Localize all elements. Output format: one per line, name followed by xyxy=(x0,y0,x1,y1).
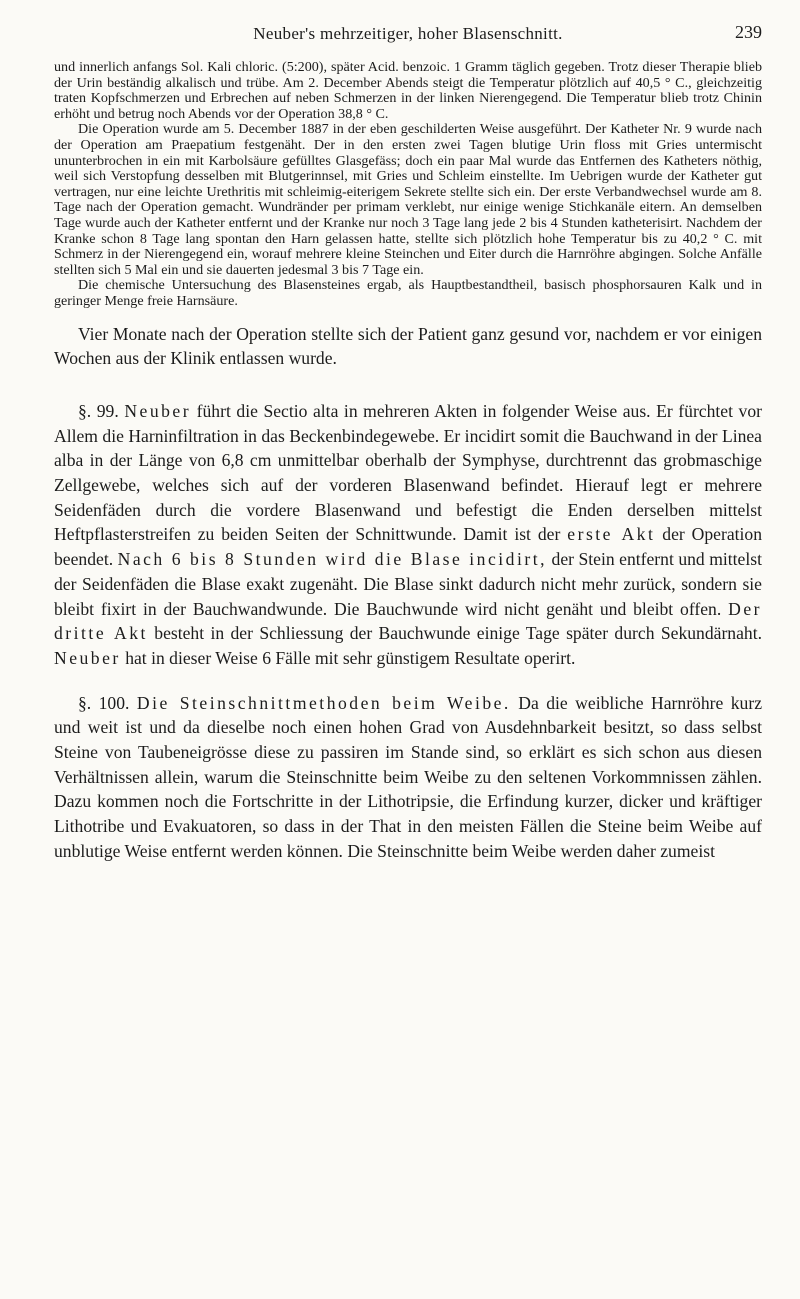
section-99 xyxy=(54,399,762,671)
outcome-paragraph: Vier Monate nach der Operation stellte sich der Patient ganz gesund vor, nachdem er vor einigen Wochen aus der Klinik entlassen wurde. xyxy=(54,323,762,369)
section-100-title: Die Steinschnittmethoden beim Weibe. xyxy=(136,692,511,713)
running-head: Neuber's mehrzeitiger, hoher Blasenschnitt. xyxy=(253,24,563,43)
after-hours-phrase: Nach 6 bis 8 Stunden wird die Blase incidirt, xyxy=(117,549,548,570)
page-number: 239 xyxy=(735,22,762,42)
section-99-paragraph: §. 99. Neuber führt die Sectio alta in mehreren Akten in folgender Weise aus. Er fürchtet vor Allem die Harninfiltration in das Beckenbindegewebe. Er incidirt somit die Bauchwand in der Linea alba in der Länge von 6,8 cm unmittelbar oberhalb der Symphyse, durchtrennt das grobmaschige Zellgewebe, welches sich auf der vorderen Blasenwand befindet. Hierauf legt er mehrere Seidenfäden durch die vordere Blasenwand und befestigt die Enden derselben mittelst Heftpflasterstreifen zu beiden Seiten der Schnittwunde. Damit ist der erste Akt der Operation beendet. Nach 6 bis 8 Stunden wird die Blase incidirt, der Stein entfernt und mittelst der Seidenfäden die Blase exakt zugenäht. Die Blase sinkt dadurch nicht mehr zurück, sondern sie bleibt fixirt in der Bauchwandwunde. Die Bauchwunde wird nicht genäht und bleibt offen. Der dritte Akt besteht in der Schliessung der Bauchwunde einige Tage später durch Sekundärnaht. Neuber hat in dieser Weise 6 Fälle mit sehr günstigem Resultate operirt. xyxy=(54,400,763,668)
section-100 xyxy=(54,691,762,864)
section-100-paragraph: §. 100. Die Steinschnittmethoden beim Weibe. Da die weibliche Harnröhre kurz und weit ist und da dieselbe noch einen hohen Grad von Ausdehnbarkeit besitzt, so dass selbst Steine von Taubeneigrösse diese zu passiren im Stande sind, so erklärt es sich schon aus diesen Verhältnissen allein, warum die Steinschnitte beim Weibe zu den seltenen Vorkommnissen zählen. Dazu kommen noch die Fortschritte in der Lithotripsie, die Erfindung kurzer, dicker und kräftiger Lithotribe und Evakuatoren, so dass in der That in den meisten Fällen die Steine beim Weibe auf unblutige Weise entfernt werden können. Die Steinschnitte beim Weibe werden daher zumeist xyxy=(54,692,763,861)
page-header xyxy=(54,0,762,60)
author-name: Neuber xyxy=(124,400,192,421)
case-paragraph-2: Die Operation wurde am 5. December 1887 in der eben geschilderten Weise ausgeführt. Der Katheter Nr. 9 wurde nach der Operation am Praepatium festgenäht. Der in den ersten zwei Tagen blutige Urin floss mit Gries untermischt ununterbrochen in ein mit Karbolsäure gefülltes Glasgefäss; doch ein paar Mal wurde das Entfernen des Katheters nöthig, weil sich Verstopfung desselben mit Blutgerinnsel, mit Gries und Schleim einstellte. Im Uebrigen wurde der Katheter gut vertragen, nur eine leichte Urethritis mit schleimig-eiterigem Sekrete stellte sich ein. Der erste Verbandwechsel wurde am 8. Tage nach der Operation gemacht. Wundränder per primam verklebt, nur einige wenige Stichkanäle eitern. An demselben Tage wurde auch der Katheter entfernt und der Kranke nur noch 3 Tage lang jede 2 bis 4 Stunden katheterisirt. Nachdem der Kranke schon 8 Tage lang spontan den Harn gelassen hatte, stellte sich plötzlich hohe Temperatur bis zu 40,2 ° C. mit Schmerz in der Nierengegend ein, worauf mehrere kleine Steinchen und Eiter durch die Harnröhre abgingen. Solche Anfälle stellten sich 5 Mal ein und sie dauerten jedesmal 3 bis 7 Tage ein. xyxy=(54,121,762,278)
case-paragraph-1: und innerlich anfangs Sol. Kali chloric. (5:200), später Acid. benzoic. 1 Gramm täglich gegeben. Trotz dieser Therapie blieb der Urin beständig alkalisch und trübe. Am 2. December Abends steigt die Temperatur plötzlich auf 40,5 ° C., gleichzeitig traten Kopfschmerzen und Erbrechen auf neben Schmerzen in der linken Nierengegend. Die Temperatur blieb trotz Chinin erhöht und betrug noch Abends vor der Operation 38,8 ° C. xyxy=(54,59,762,122)
case-paragraph-3: Die chemische Untersuchung des Blasensteines ergab, als Hauptbestandtheil, basisch phosphorsauren Kalk und in geringer Menge freie Harnsäure. xyxy=(54,277,762,309)
section-100-number: §. 100. xyxy=(78,692,130,713)
first-act: erste Akt xyxy=(567,524,656,545)
author-name-2: Neuber xyxy=(54,647,121,668)
outcome-section xyxy=(54,322,762,371)
section-99-number: §. 99. xyxy=(78,400,119,421)
case-report xyxy=(54,60,762,310)
third-act: Der dritte Akt xyxy=(54,598,762,644)
